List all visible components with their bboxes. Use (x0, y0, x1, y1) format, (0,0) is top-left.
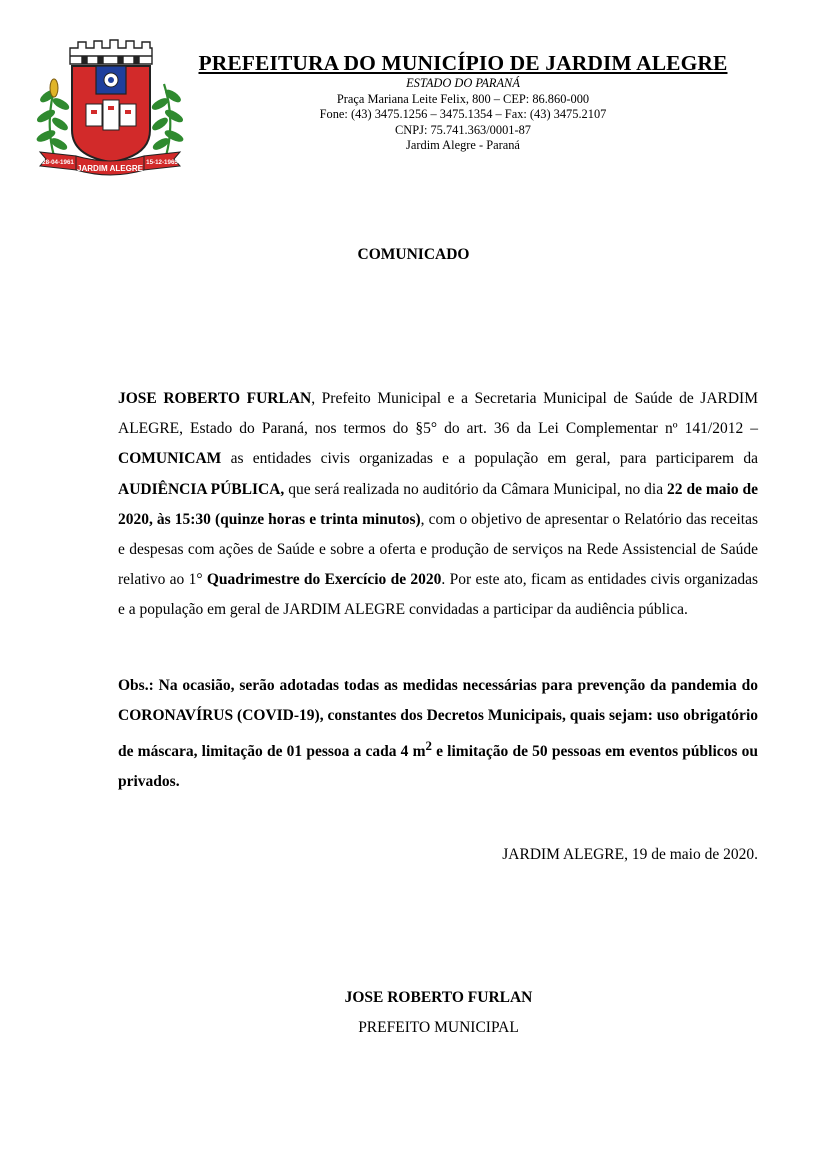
municipality-title: PREFEITURA DO MUNICÍPIO DE JARDIM ALEGRE (198, 51, 728, 75)
communicate-verb: COMUNICAM (118, 450, 222, 468)
obs-text-1: Na ocasião, serão adotadas todas as medidas necessárias para prevenção da pandemia do CORONAVÍRUS (COVID-19), constantes dos Decretos Municipais, quais sejam: uso obrigatório de máscara, limitação de 01 pessoa a cada 4 m (118, 677, 758, 760)
ribbon-right-date: 15-12-1965 (146, 159, 178, 166)
body-text-3: que será realizada no auditório da Câmara Municipal, no dia (284, 480, 668, 498)
city-line: Jardim Alegre - Paraná (406, 138, 520, 152)
obs-label: Obs.: (118, 677, 154, 694)
phone-line: Fone: (43) 3475.1256 – 3475.1354 – Fax: (43) 3475.2107 (319, 107, 607, 121)
notice-paragraph (118, 384, 758, 626)
ribbon-center-name: JARDIM ALEGRE (77, 164, 143, 173)
ribbon-left-date: 28-04-1961 (42, 159, 74, 166)
observation-paragraph (118, 671, 758, 796)
address-line: Praça Mariana Leite Felix, 800 – CEP: 86.860-000 (336, 91, 590, 106)
document-title: COMUNICADO (357, 246, 470, 263)
obs-superscript: 2 (425, 737, 432, 753)
hearing-datetime: 22 de maio de 2020, às 15:30 (quinze horas e trinta minutos) (118, 480, 759, 528)
cnpj-line: CNPJ: 75.741.363/0001-87 (395, 122, 531, 137)
body-text-5: . Por este ato, ficam as entidades civis organizadas e a população em geral de JARDIM ALEGRE convidadas a participar da audiência pública. (118, 571, 758, 619)
municipal-coat-of-arms (34, 38, 186, 178)
letterhead (188, 50, 738, 154)
obs-text-2: e limitação de 50 pessoas em eventos públicos ou privados. (118, 742, 758, 790)
reporting-period: Quadrimestre do Exercício de 2020 (206, 571, 442, 589)
mayor-name: JOSE ROBERTO FURLAN (118, 390, 312, 407)
body-text-2: as entidades civis organizadas e a população em geral, para participarem da (221, 450, 758, 468)
place-and-date: JARDIM ALEGRE, 19 de maio de 2020. (502, 846, 758, 863)
signatory-name: JOSE ROBERTO FURLAN (344, 989, 533, 1006)
body-text-1: , Prefeito Municipal e a Secretaria Municipal de Saúde de JARDIM ALEGRE, Estado do Paraná, nos termos do §5° do art. 36 da Lei Complementar nº 141/2012 – (118, 390, 758, 438)
public-hearing: AUDIÊNCIA PÚBLICA, (118, 480, 285, 498)
body-text-4: , com o objetivo de apresentar o Relatório das receitas e despesas com ações de Saúde e sobre a oferta e produção de serviços na Rede Assistencial de Saúde relativo ao 1° (118, 510, 758, 589)
state-name: ESTADO DO PARANÁ (406, 76, 520, 90)
signatory-role: PREFEITO MUNICIPAL (358, 1019, 519, 1036)
